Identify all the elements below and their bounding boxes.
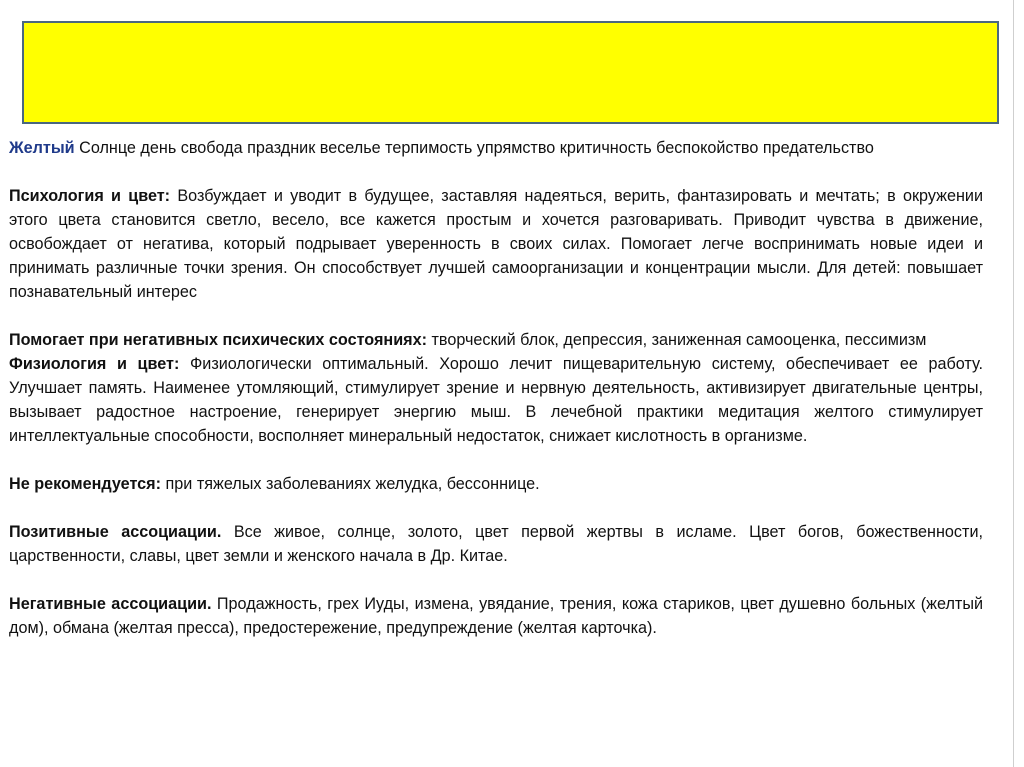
slide-text-body — [9, 136, 983, 640]
physiology-text: Физиологически оптимальный. Хорошо лечит пищеварительную систему, обеспечивает ее работу. Улучшает память. Наименее утомляющий, стимулирует зрение и нервную деятельность, активизирует двигательные центры, вызывает радостное настроение, генерирует энергию мыш. В лечебной практики медитация желтого стимулирует интеллектуальные способности, восполняет минеральный недостаток, снижает кислотность в организме. — [9, 355, 983, 445]
negative-paragraph — [9, 592, 983, 640]
slide-right-edge — [1013, 0, 1014, 767]
intro-paragraph — [9, 136, 983, 160]
helps-text: творческий блок, депрессия, заниженная самооценка, пессимизм — [431, 331, 927, 349]
helps-paragraph — [9, 328, 983, 352]
spacer — [9, 496, 983, 520]
helps-heading: Помогает при негативных психических состояниях: — [9, 331, 427, 349]
spacer — [9, 568, 983, 592]
intro-keyword: Желтый — [9, 139, 75, 157]
spacer — [9, 160, 983, 184]
spacer — [9, 304, 983, 328]
negative-text: Продажность, грех Иуды, измена, увядание, трения, кожа стариков, цвет душевно больных (желтый дом), обмана (желтая пресса), предостережение, предупреждение (желтая карточка). — [9, 595, 983, 637]
spacer — [9, 448, 983, 472]
yellow-color-banner — [22, 21, 999, 124]
positive-paragraph — [9, 520, 983, 568]
not-recommended-paragraph — [9, 472, 983, 496]
negative-heading: Негативные ассоциации. — [9, 595, 212, 613]
positive-heading: Позитивные ассоциации. — [9, 523, 222, 541]
not-recommended-text: при тяжелых заболеваниях желудка, бессоннице. — [165, 475, 540, 493]
positive-text: Все живое, солнце, золото, цвет первой жертвы в исламе. Цвет богов, божественности, царственности, славы, цвет земли и женского начала в Др. Китае. — [9, 523, 983, 565]
intro-text: Солнце день свобода праздник веселье терпимость упрямство критичность беспокойство предательство — [79, 139, 874, 157]
physiology-heading: Физиология и цвет: — [9, 355, 180, 373]
physiology-paragraph — [9, 352, 983, 448]
psychology-heading: Психология и цвет: — [9, 187, 171, 205]
psychology-paragraph — [9, 184, 983, 304]
not-recommended-heading: Не рекомендуется: — [9, 475, 162, 493]
psychology-text: Возбуждает и уводит в будущее, заставляя надеяться, верить, фантазировать и мечтать; в окружении этого цвета становится светло, весело, все кажется простым и хочется разговаривать. Приводит чувства в движение, освобождает от негатива, который подрывает уверенность в своих силах. Помогает легче воспринимать новые идеи и принимать различные точки зрения. Он способствует лучшей самоорганизации и концентрации мысли. Для детей: повышает познавательный интерес — [9, 187, 983, 301]
